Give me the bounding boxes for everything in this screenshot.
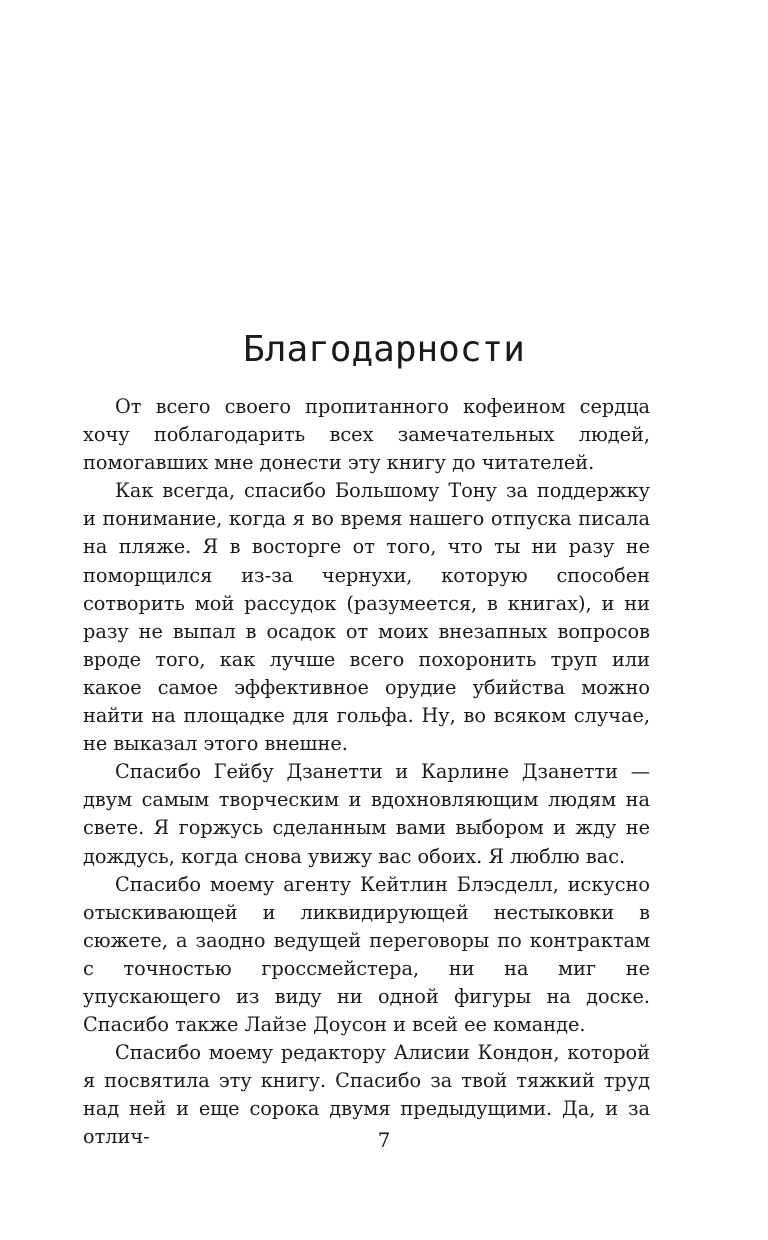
paragraph: Спасибо моему редактору Алисии Кондон, которой я посвятила эту книгу. Спасибо за твой тяжкий труд над ней и еще сорока двумя предыдущими. Да, и за отлич-	[83, 1041, 650, 1149]
paragraph: Как всегда, спасибо Большому Тону за поддержку и понимание, когда я во время нашего отпуска писала на пляже. Я в восторге от того, что ты ни разу не поморщился из-за чернухи, которую способен сотворить мой рассудок (разумеется, в книгах), и ни разу не выпал в осадок от моих внезапных вопросов вроде того, как лучше всего похоронить труп или какое самое эффективное орудие убийства можно найти на площадке для гольфа. Ну, во всяком случае, не выказал этого внешне.	[83, 479, 650, 756]
page-number: 7	[377, 1128, 391, 1152]
body-text	[83, 393, 650, 1152]
chapter-title: Благодарности	[243, 329, 525, 370]
paragraph: Спасибо Гейбу Дзанетти и Карлине Дзанетти — двум самым творческим и вдохновляющим людям на свете. Я горжусь сделанным вами выбором и жду не дождусь, когда снова увижу вас обоих. Я люблю вас.	[83, 760, 650, 868]
paragraph: От всего своего пропитанного кофеином сердца хочу поблагодарить всех замечательных людей, помогавших мне донести эту книгу до читателей.	[83, 395, 650, 475]
paragraph: Спасибо моему агенту Кейтлин Блэсделл, искусно отыскивающей и ликвидирующей нестыковки в сюжете, а заодно ведущей переговоры по контрактам с точностью гроссмейстера, ни на миг не упускающего из виду ни одной фигуры на доске. Спасибо также Лайзе Доусон и всей ее команде.	[83, 872, 650, 1037]
